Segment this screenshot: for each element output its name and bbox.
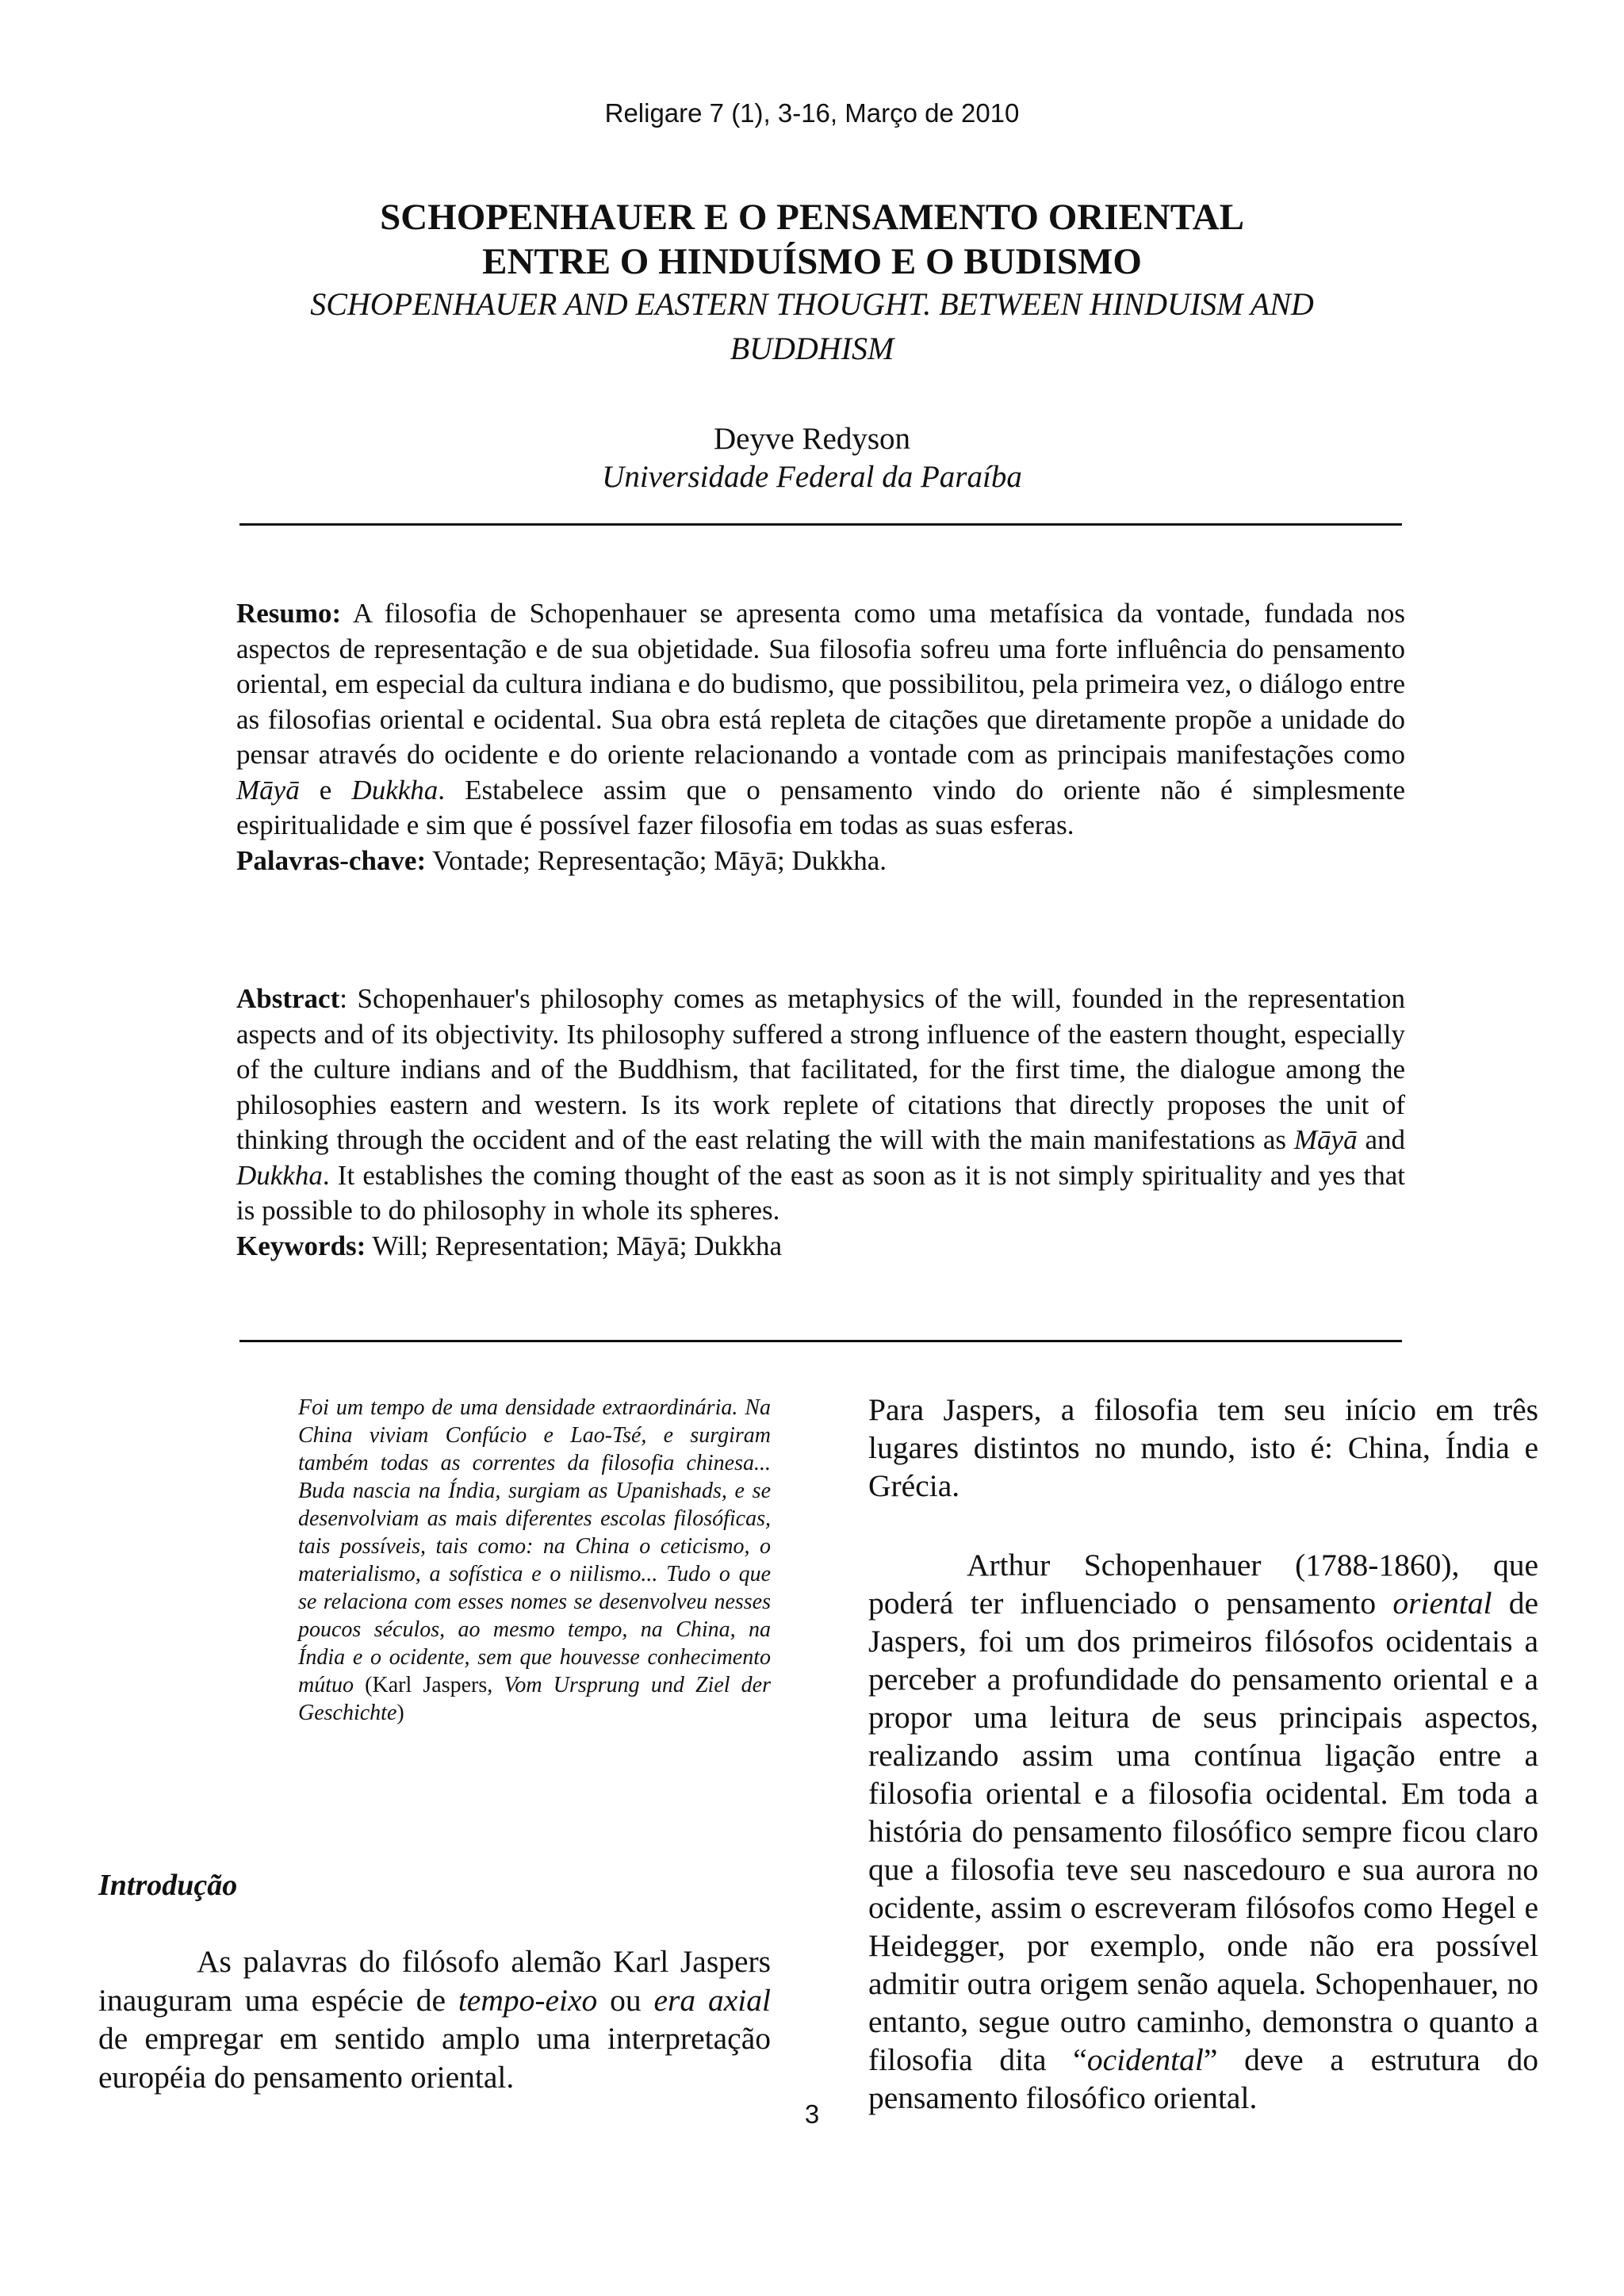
intro-paragraph-text <box>98 1942 771 2096</box>
intro-text-b: ou <box>597 1982 654 2018</box>
resumo-term-maya: Māyā <box>236 774 300 806</box>
epigraph-cite-title: Vom Ursprung und Ziel der Geschichte <box>298 1673 771 1725</box>
abstract-divider <box>239 1340 1402 1342</box>
palavras-chave-text: Vontade; Representação; Māyā; Dukkha. <box>426 844 887 876</box>
epigraph-quote <box>298 1394 771 1727</box>
right-p2-term-ocidental: ocidental <box>1086 2042 1204 2077</box>
abstract-paragraph <box>236 982 1405 1229</box>
right-p2-text-a: Arthur Schopenhauer (1788-1860), que poderá ter influenciado o pensamento <box>868 1548 1538 1621</box>
intro-paragraph <box>98 1942 771 2096</box>
abstract-label: Abstract <box>236 983 340 1014</box>
palavras-chave <box>236 844 1405 879</box>
right-paragraph-2 <box>868 1546 1538 2117</box>
intro-text-a: As palavras do filósofo alemão Karl Jaspers inauguram uma espécie de <box>98 1944 771 2018</box>
abstract-text-a: : Schopenhauer's philosophy comes as metaphysics of the will, founded in the representation aspects and of its objectivity. Its philosophy suffered a strong influence of the eastern thought, especially of the culture indians and of the Buddhism, that facilitated, for the first time, the dialogue among the philosophies eastern and western. Is its work replete of citations that directly proposes the unit of thinking through the occident and of the east relating the will with the main manifestations as <box>236 983 1405 1155</box>
resumo-conj: e <box>299 774 352 806</box>
resumo-term-dukkha: Dukkha <box>351 774 439 806</box>
resumo-text-a: A filosofia de Schopenhauer se apresenta como uma metafísica da vontade, fundada nos aspectos de representação e de sua objetidade. Sua filosofia sofreu uma forte influência do pensamento oriental, em especial da cultura indiana e do budismo, que possibilitou, pela primeira vez, o diálogo entre as filosofias oriental e ocidental. Sua obra está repleta de citações que diretamente propõe a unidade do pensar através do ocidente e do oriente relacionando a vontade com as principais manifestações como <box>236 598 1405 770</box>
epigraph-text: Foi um tempo de uma densidade extraordinária. Na China viviam Confúcio e Lao-Tsé, e surgiram também todas as correntes da filosofia chinesa... Buda nascia na Índia, surgiam as Upanishads, e se desenvolviam as mais diferentes escolas filosóficas, tais possíveis, tais como: na China o ceticismo, o materialismo, a sofística e o niilismo... Tudo o que se relaciona com esses nomes se desenvolveu nesses poucos séculos, ao mesmo tempo, na China, na Índia e o ocidente, sem que houvesse conhecimento mútuo <box>298 1395 771 1697</box>
page-number: 3 <box>804 2099 820 2129</box>
right-paragraph-1: Para Jaspers, a filosofia tem seu início em três lugares distintos no mundo, isto é: China, Índia e Grécia. <box>868 1392 1538 1503</box>
section-heading-introducao: Introdução <box>98 1869 238 1902</box>
abstract-text-b: . It establishes the coming thought of the east as soon as it is not simply spirituality and yes that is possible to do philosophy in whole its spheres. <box>236 1159 1405 1226</box>
abstract-block <box>236 982 1405 1264</box>
intro-term-tempo-eixo: tempo-eixo <box>458 1982 598 2018</box>
palavras-chave-label: Palavras-chave: <box>236 844 427 876</box>
epigraph-cite-b: ) <box>396 1701 404 1725</box>
right-p2-text-b: de Jaspers, foi um dos primeiros filósofos ocidentais a perceber a profundidade do pensamento oriental e a propor uma leitura de seus principais aspectos, realizando assim uma contínua ligação entre a filosofia oriental e a filosofia ocidental. Em toda a história do pensamento filosófico sempre ficou claro que a filosofia teve seu nascedouro e sua aurora no ocidente, assim o escreveram filósofos como Hegel e Heidegger, por exemplo, onde não era possível admitir outra origem senão aquela. Schopenhauer, no entanto, segue outro caminho, demonstra o quanto a filosofia dita “ <box>868 1586 1538 2077</box>
keywords-label: Keywords: <box>236 1230 366 1261</box>
abstract-term-dukkha: Dukkha <box>236 1159 323 1191</box>
resumo-text-b: . Estabelece assim que o pensamento vindo do oriente não é simplesmente espiritualidade e sim que é possível fazer filosofia em todas as suas esferas. <box>236 774 1405 840</box>
epigraph-cite-a: (Karl Jaspers, <box>354 1673 504 1697</box>
abstract-term-maya: Māyā <box>1293 1124 1358 1155</box>
resumo-block <box>236 596 1405 878</box>
resumo-paragraph <box>236 596 1405 844</box>
keywords-text: Will; Representation; Māyā; Dukkha <box>366 1230 783 1261</box>
right-column <box>868 1391 1538 2117</box>
title-line-1: SCHOPENHAUER E O PENSAMENTO ORIENTAL <box>380 197 1244 238</box>
header-divider <box>239 523 1402 526</box>
right-p2-term-oriental: oriental <box>1392 1586 1492 1621</box>
author-affiliation: Universidade Federal da Paraíba <box>602 460 1022 494</box>
journal-header: Religare 7 (1), 3-16, Março de 2010 <box>604 98 1020 128</box>
intro-term-era-axial: era axial <box>653 1982 771 2018</box>
abstract-conj: and <box>1357 1124 1405 1155</box>
resumo-label: Resumo: <box>236 598 342 629</box>
keywords <box>236 1229 1405 1265</box>
intro-text-c: de empregar em sentido amplo uma interpretação européia do pensamento oriental. <box>98 2021 771 2095</box>
right-p2-text-c: ” deve a estrutura do pensamento filosófico oriental. <box>868 2042 1538 2115</box>
title-line-2: ENTRE O HINDUÍSMO E O BUDISMO <box>482 241 1142 282</box>
english-title: SCHOPENHAUER AND EASTERN THOUGHT. BETWEEN HINDUISM AND BUDDHISM <box>310 286 1314 366</box>
author-name: Deyve Redyson <box>713 422 911 456</box>
